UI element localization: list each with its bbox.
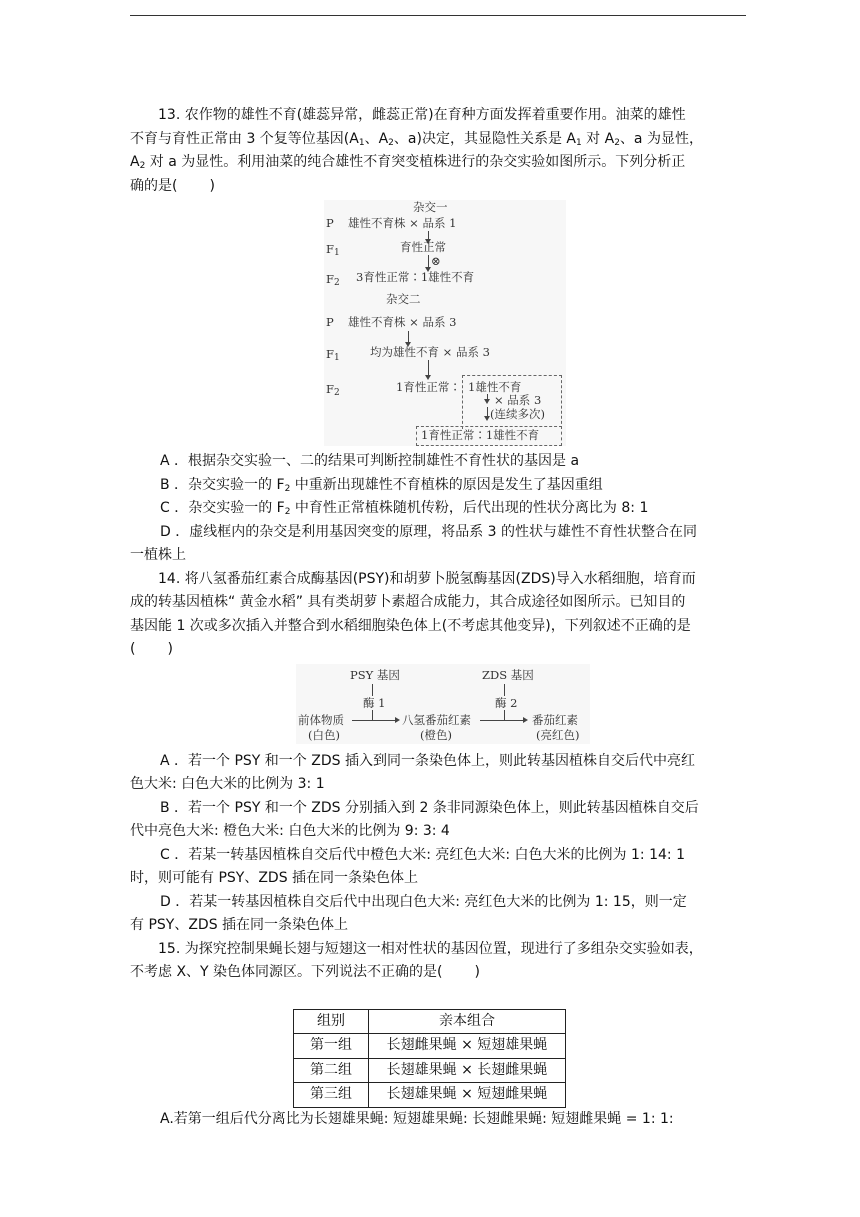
cross2-arrow-2	[428, 360, 429, 376]
table-header: 组别	[294, 1009, 369, 1034]
cross1-f1: 育性正常	[400, 240, 446, 254]
cross2-f2-label: $F_2$	[326, 382, 340, 398]
q14-option-c-line2: 时，则可能有 PSY、ZDS 插在同一条染色体上	[130, 870, 419, 886]
box-arrow-1	[487, 394, 488, 400]
arrow-step2	[480, 720, 524, 721]
precursor-color: (白色)	[308, 727, 340, 742]
q13-stem-line4: 确的是( )	[130, 177, 215, 194]
q13-stem-line1: 13. 农作物的雄性不育(雄蕊异常，雌蕊正常)在育种方面发挥着重要作用。油菜的雄性	[158, 107, 686, 123]
q14-option-d-line2: 有 PSY、ZDS 插在同一条染色体上	[130, 917, 349, 933]
phytoene-color: (橙色)	[420, 727, 452, 742]
cross2-f2-fertile: 1育性正常∶	[396, 380, 461, 394]
cross1-arrow-1	[428, 231, 429, 240]
cross1-p-label: P	[326, 216, 334, 230]
table-cell: 长翅雌果蝇 × 短翅雄果蝇	[369, 1034, 566, 1059]
table-header: 亲本组合	[369, 1009, 566, 1034]
table-row	[294, 1034, 566, 1059]
lycopene-color: (亮红色)	[536, 727, 580, 742]
cross1-f2: 3育性正常∶1雄性不育	[356, 270, 475, 284]
cross2-title: 杂交二	[386, 292, 421, 306]
arrow-step1	[352, 720, 396, 721]
q14-stem-line4: ( )	[130, 641, 173, 657]
cross2-arrow-1	[408, 331, 409, 343]
zds-gene-label: ZDS 基因	[482, 667, 534, 682]
q13-option-b: B ．杂交实验一的 $F_2$ 中重新出现雄性不育植株的原因是发生了基因重组	[160, 476, 603, 494]
q14-stem-line3: 基因能 1 次或多次插入并整合到水稻细胞染色体上(不考虑其他变异)，下列叙述不正确的是	[130, 617, 691, 634]
q13-stem-line3: $A_2$ 对 a 为显性。利用油菜的纯合雄性不育突变植株进行的杂交实验如图所示。下列分析正	[130, 154, 686, 171]
box-note: (连续多次)	[490, 407, 545, 421]
q15-stem-line1: 15. 为探究控制果蝇长翅与短翅这一相对性状的基因位置，现进行了多组杂交实验如表，	[158, 940, 703, 957]
box-arrow-2	[487, 407, 488, 417]
cross1-f2-label: $F_2$	[326, 272, 340, 288]
cross2-p-label: P	[326, 315, 334, 329]
q13-option-d-line2: 一植株上	[130, 547, 186, 563]
q13-stem-line2: 不育与育性正常由 3 个复等位基因($A_1$、$A_2$、a)决定，其显隐性关系是 $A_1$ 对 $A_2$、a 为显性，	[130, 130, 703, 148]
pathway-figure	[296, 664, 590, 744]
phytoene-label: 八氢番茄红素	[402, 712, 471, 727]
box-backcross: × 品系 3	[494, 393, 542, 407]
q15-option-a: A.若第一组后代分离比为长翅雄果蝇: 短翅雄果蝇: 长翅雌果蝇: 短翅雌果蝇 = 1: 1:	[160, 1110, 674, 1127]
table-row	[294, 1083, 566, 1108]
table-row	[294, 1058, 566, 1083]
enzyme1-line	[372, 710, 373, 720]
table-cell: 第一组	[294, 1034, 369, 1059]
box-result: 1育性正常∶1雄性不育	[421, 428, 540, 442]
q15-stem-line2: 不考虑 X、Y 染色体同源区。下列说法不正确的是( )	[130, 964, 480, 980]
enzyme2-line	[504, 710, 505, 720]
enzyme2-label: 酶 2	[495, 695, 518, 710]
q14-option-d-line1: D ．若某一转基因植株自交后代中出现白色大米: 亮红色大米的比例为 1: 15，则一定	[160, 893, 687, 910]
cross1-parents: 雄性不育株 × 品系 1	[348, 216, 457, 230]
cross1-arrow-2	[428, 255, 429, 268]
table-cell: 长翅雄果蝇 × 短翅雌果蝇	[369, 1083, 566, 1108]
q14-option-b-line1: B ．若一个 PSY 和一个 ZDS 分别插入到 2 条非同源染色体上，则此转基因植株自交后	[160, 799, 699, 816]
selfing-symbol: ⊗	[431, 254, 441, 268]
q14-option-b-line2: 代中亮色大米: 橙色大米: 白色大米的比例为 9: 3: 4	[130, 823, 450, 839]
cross1-f1-label: $F_1$	[326, 242, 340, 258]
precursor-label: 前体物质	[298, 712, 344, 727]
q14-stem-line1: 14. 将八氢番茄红素合成酶基因(PSY)和胡萝卜脱氢酶基因(ZDS)导入水稻细胞，培育而	[158, 570, 696, 587]
q14-option-a-line2: 色大米: 白色大米的比例为 3: 1	[130, 776, 325, 792]
cross2-parents: 雄性不育株 × 品系 3	[348, 315, 457, 329]
zds-line	[504, 684, 505, 696]
q13-option-a: A ．根据杂交实验一、二的结果可判断控制雄性不育性状的基因是 a	[160, 453, 580, 469]
table-header-row	[294, 1009, 566, 1034]
page-top-rule	[130, 15, 746, 16]
table-cell: 第二组	[294, 1058, 369, 1083]
cross2-f2-sterile: 1雄性不育	[468, 380, 522, 394]
q14-stem-line2: 成的转基因植株“ 黄金水稻” 具有类胡萝卜素超合成能力，其合成途径如图所示。已知目的	[130, 594, 686, 610]
cross1-title: 杂交一	[413, 200, 448, 214]
q13-option-c: C ．杂交实验一的 $F_2$ 中育性正常植株随机传粉，后代出现的性状分离比为 8: 1	[160, 500, 649, 517]
q13-option-d-line1: D ．虚线框内的杂交是利用基因突变的原理，将品系 3 的性状与雄性不育性状整合在同	[160, 523, 698, 540]
table-cell: 长翅雄果蝇 × 长翅雌果蝇	[369, 1058, 566, 1083]
page-content	[130, 104, 746, 1131]
psy-line	[372, 684, 373, 696]
table-cell: 第三组	[294, 1083, 369, 1108]
lycopene-label: 番茄红素	[532, 712, 578, 727]
q14-option-c-line1: C ．若某一转基因植株自交后代中橙色大米: 亮红色大米: 白色大米的比例为 1: 14: 1	[160, 846, 685, 863]
q14-option-a-line1: A ．若一个 PSY 和一个 ZDS 插入到同一条染色体上，则此转基因植株自交后代中亮红	[160, 752, 695, 769]
cross2-f1-label: $F_1$	[326, 347, 340, 363]
cross-table	[293, 1009, 566, 1108]
cross-experiment-figure	[324, 200, 566, 446]
cross2-f1: 均为雄性不育 × 品系 3	[370, 345, 490, 359]
enzyme1-label: 酶 1	[363, 695, 386, 710]
psy-gene-label: PSY 基因	[350, 667, 400, 682]
